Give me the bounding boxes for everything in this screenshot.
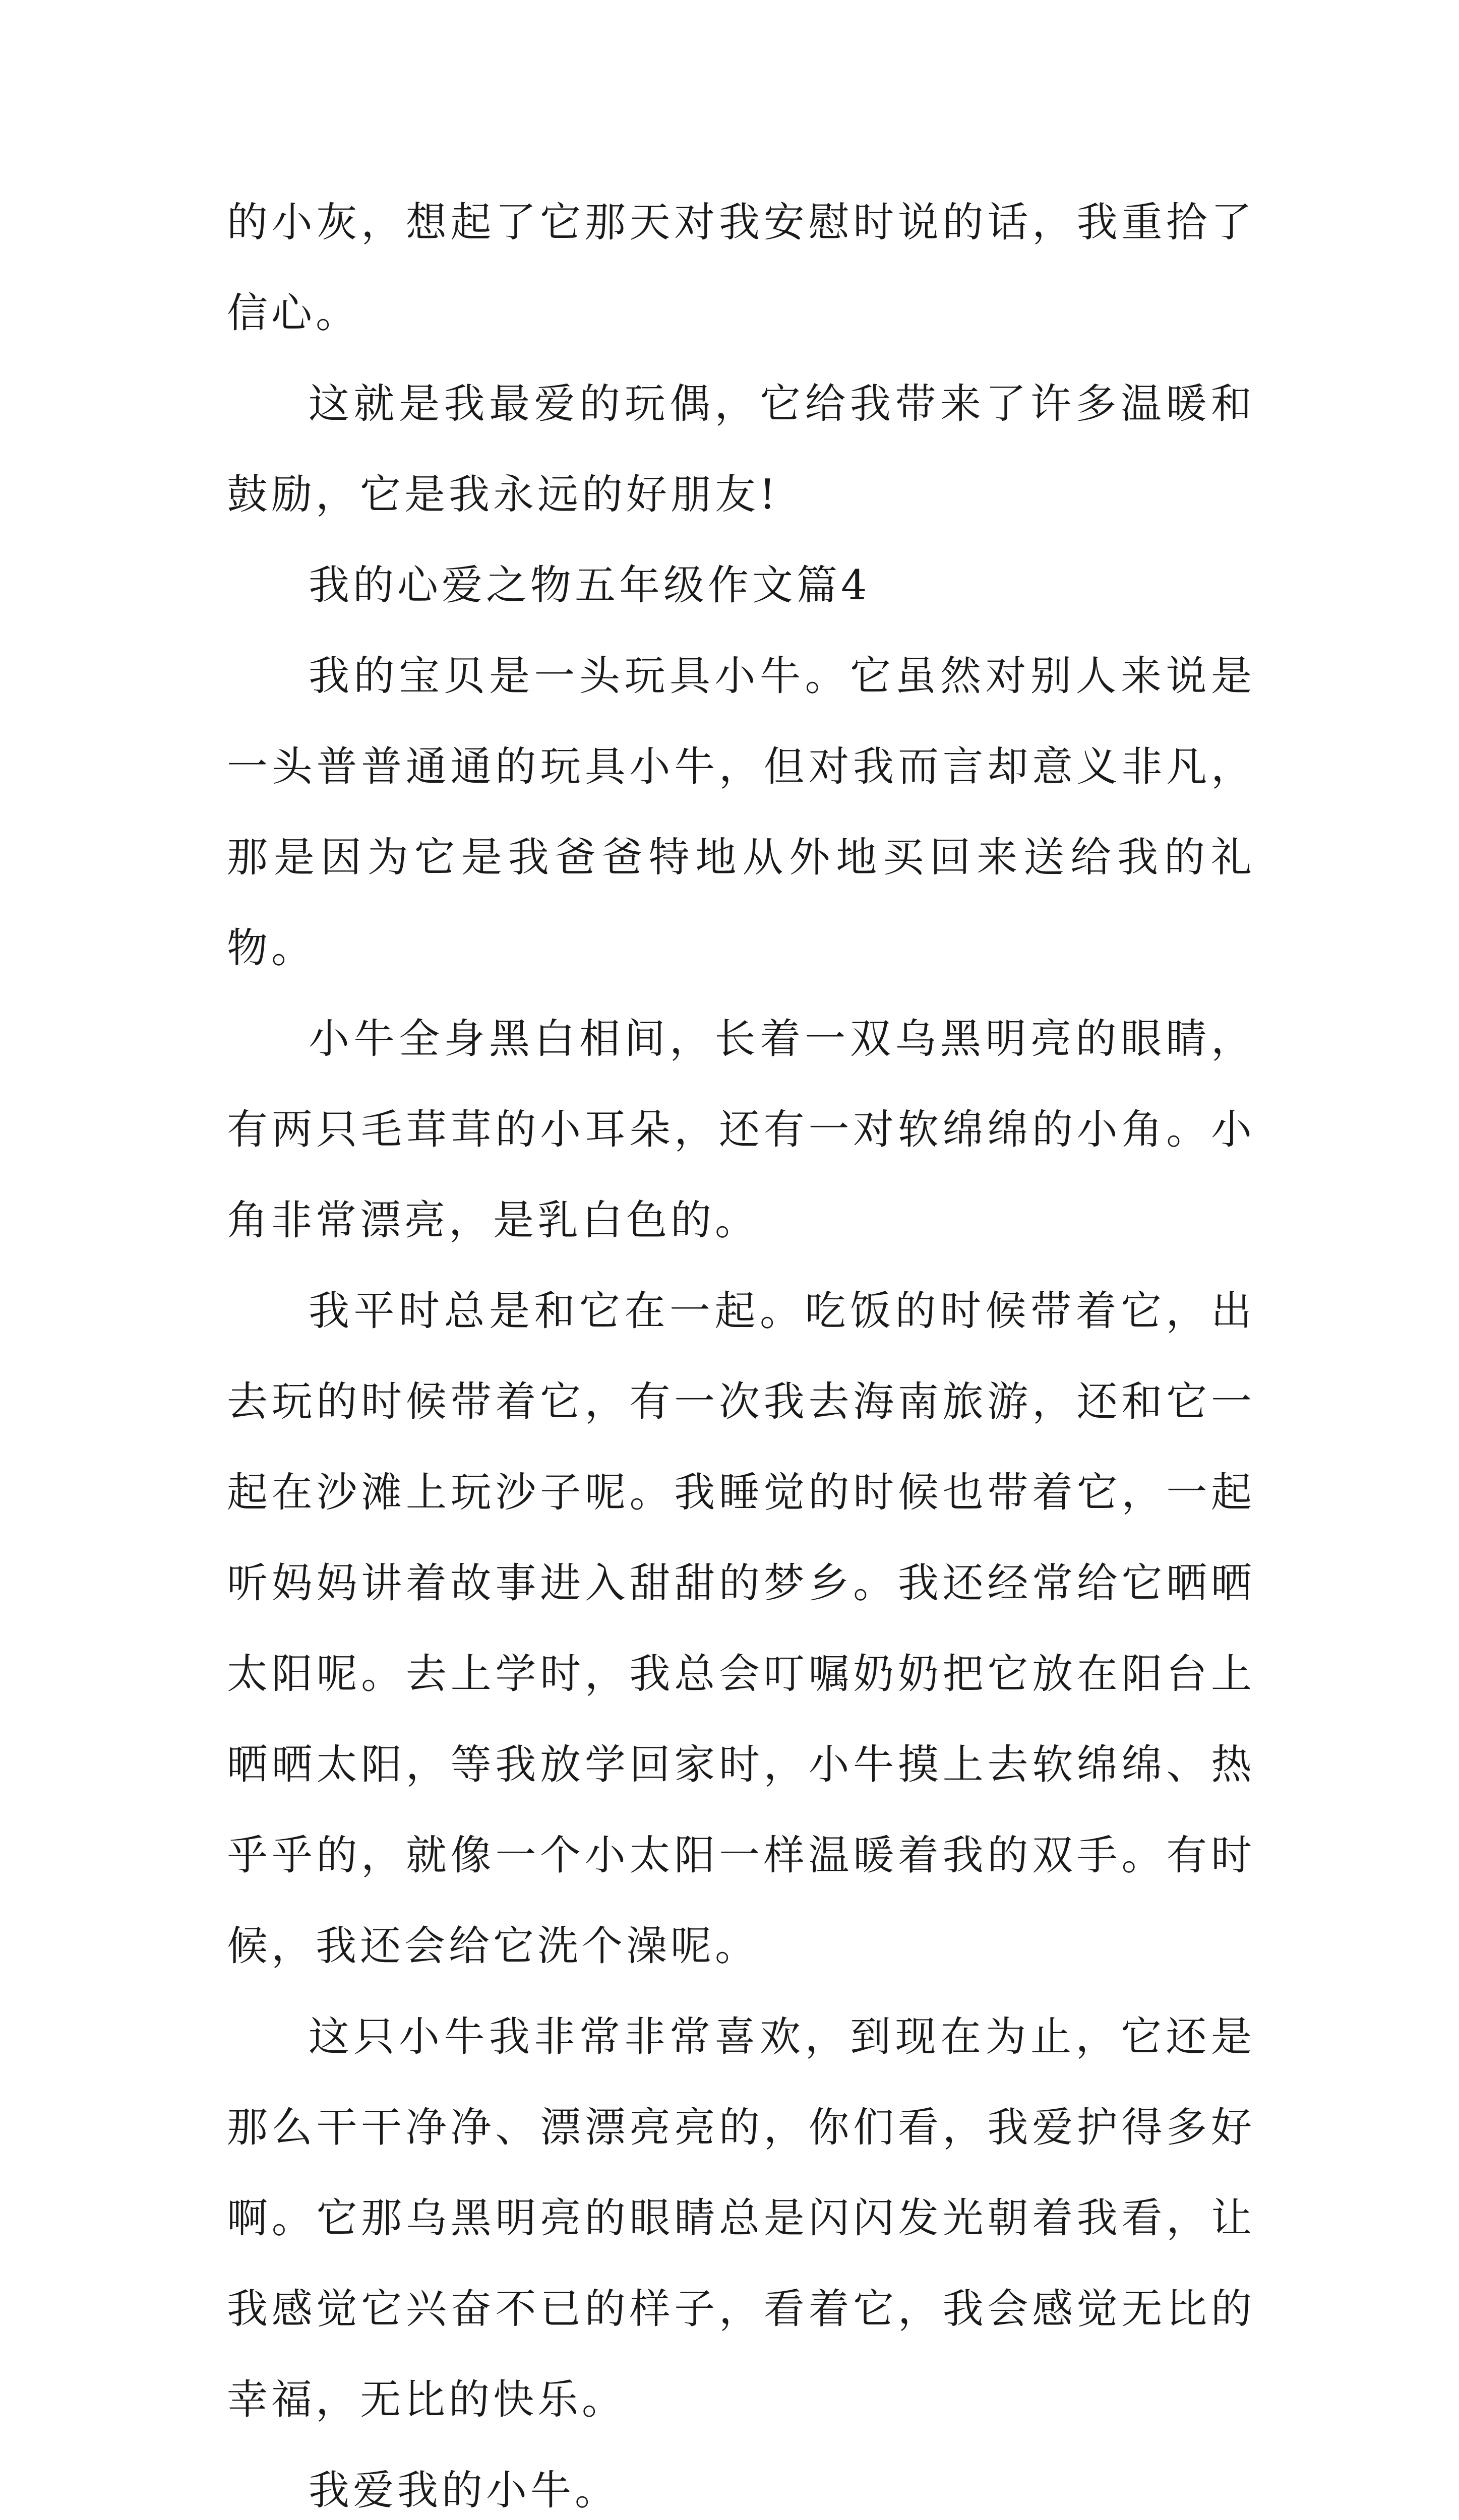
paragraph-continuation: 的小灰，想起了它那天对我安慰时说的话，我重拾了信心。 xyxy=(227,199,1255,337)
paragraph: 我爱我的小牛。 xyxy=(309,2467,620,2514)
paragraph: 这只小牛我非常非常喜欢，到现在为止，它还是那么干干净净、漂漂亮亮的，你们看，我爱护得多好啊。它那乌黑明亮的眼睛总是闪闪发光朝着我看，让我感觉它兴奋不已的样子，看着它，我会感觉无比的幸福，无比的快乐。 xyxy=(227,2013,1255,2424)
paragraph: 我平时总是和它在一起。吃饭的时候带着它，出去玩的时候带着它，有一次我去海南旅游，还和它一起在沙滩上玩沙子呢。我睡觉的时候也带着它，一起听妈妈讲着故事进入甜甜的梦乡。我还经常给它晒晒太阳呢。去上学时，我总会叮嘱奶奶把它放在阳台上晒晒太阳，等我放学回家时，小牛摸上去软绵绵、热乎乎的，就像一个小太阳一样温暖着我的双手。有时候，我还会给它洗个澡呢。 xyxy=(227,1288,1255,1970)
paragraph: 小牛全身黑白相间，长着一双乌黑明亮的眼睛，有两只毛茸茸的小耳朵，还有一对软绵绵的小角。小角非常漂亮，是乳白色的。 xyxy=(227,1016,1255,1244)
document-body xyxy=(227,177,1255,2520)
section-heading: 我的心爱之物五年级作文篇4 xyxy=(309,562,871,609)
paragraph: 我的宝贝是一头玩具小牛。它虽然对别人来说是一头普普通通的玩具小牛，但对我而言却意义非凡，那是因为它是我爸爸特地从外地买回来送给我的礼物。 xyxy=(227,653,1255,972)
paragraph: 这就是我最爱的玩偶，它给我带来了许多温暖和鼓励，它是我永远的好朋友! xyxy=(227,381,1255,519)
